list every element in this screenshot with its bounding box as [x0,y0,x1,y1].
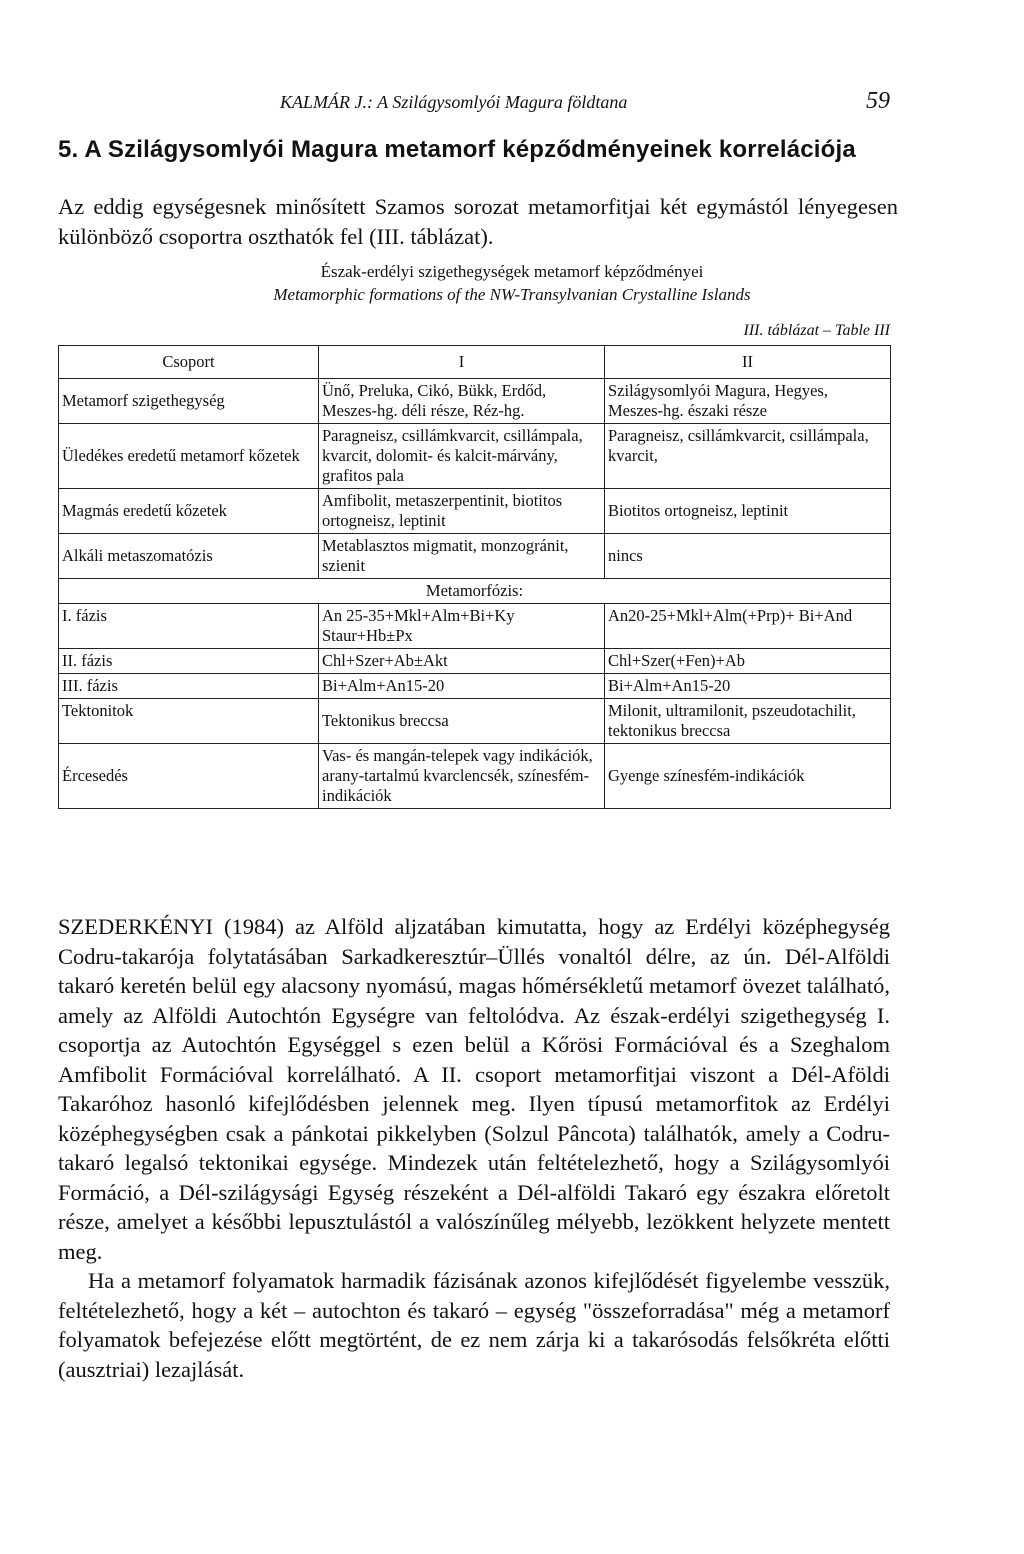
author-name: SZEDERKÉNYI [58,914,213,939]
table-cell: Üledékes eredetű metamorf kőzetek [59,424,319,489]
table-cell: Ércesedés [59,744,319,809]
table-cell: Ünő, Preluka, Cikó, Bükk, Erdőd, Meszes-hg. déli része, Réz-hg. [319,379,605,424]
table-cell: nincs [605,534,891,579]
paragraph-text: (1984) az Alföld aljzatában kimutatta, hogy az Erdélyi középhegység Codru-takarója folytatásában Sarkadkeresztúr–Üllés vonaltól délre, az ún. Dél-Alföldi takaró keretén belül egy alacsony nyomású, magas hőmérsékletű metamorf övezet található, amely az Alföldi Autochtón Egységre van feltolódva. Az észak-erdélyi szigethegység I. csoportja az Autochtón Egységgel s ezen belül a Kőrösi Formációval és a Szeghalom Amfibolit Formációval korrelálható. A II. csoport metamorfitjai viszont a Dél-Aföldi Takaróhoz hasonló kifejlődésben jelennek meg. Ilyen típusú metamorfitok az Erdélyi középhegységben csak a pánkotai pikkelyben (Solzul Pâncota) találhatók, amely a Codru-takaró legalsó tektonikai egysége. Mindezek után feltételezhető, hogy a Szilágysomlyói Formáció, a Dél-szilágysági Egység részeként a Dél-alföldi Takaró egy északra előretolt része, amelyet a későbbi lepusztulástól a valószínűleg mélyebb, lezökkent helyzete mentett meg. [58,914,891,1264]
running-header: KALMÁR J.: A Szilágysomlyói Magura földtana [280,92,628,112]
table-cell: Bi+Alm+An15-20 [319,674,605,699]
header-cell: II [605,346,891,379]
table-header-row [59,346,891,379]
table-cell: Amfibolit, metaszerpentinit, biotitos ortogneisz, leptinit [319,489,605,534]
table-cell: An 25-35+Mkl+Alm+Bi+Ky Staur+Hb±Px [319,604,605,649]
table-cell: Paragneisz, csillámkvarcit, csillámpala, kvarcit, [605,424,891,489]
table-cell: III. fázis [59,674,319,699]
paragraph [58,912,890,1266]
table-cell: Metablasztos migmatit, monzogránit, szienit [319,534,605,579]
header-cell: Csoport [59,346,319,379]
table-row [59,534,891,579]
table-title-en: Metamorphic formations of the NW-Transylvanian Crystalline Islands [273,285,751,304]
table-row [59,744,891,809]
table-cell: An20-25+Mkl+Alm(+Prp)+ Bi+And [605,604,891,649]
table-cell: I. fázis [59,604,319,649]
table-cell: Chl+Szer(+Fen)+Ab [605,649,891,674]
table-cell: Paragneisz, csillámkvarcit, csillámpala, kvarcit, dolomit- és kalcit-márvány, grafitos pala [319,424,605,489]
header-cell: I [319,346,605,379]
table-title-hu: Észak-erdélyi szigethegységek metamorf képződményei [320,262,704,281]
body-text [58,912,890,1384]
table-cell: Bi+Alm+An15-20 [605,674,891,699]
table-row [59,674,891,699]
correlation-table [58,345,891,809]
table-cell: Milonit, ultramilonit, pszeudotachilit, tektonikus breccsa [605,699,891,744]
metamorphosis-label: Metamorfózis: [59,579,891,604]
paragraph: Ha a metamorf folyamatok harmadik fázisának azonos kifejlődését figyelembe vesszük, feltételezhető, hogy a két – autochton és takaró – egység "összeforradása" még a metamorf folyamatok befejezése előtt megtörtént, de ez nem zárja ki a takarósodás felsőkréta előtti (ausztriai) lezajlását. [58,1268,890,1382]
table-row [59,424,891,489]
table-row [59,699,891,744]
table-cell: Biotitos ortogneisz, leptinit [605,489,891,534]
table-cell: Chl+Szer+Ab±Akt [319,649,605,674]
table-row [59,379,891,424]
table-cell: II. fázis [59,649,319,674]
table-cell: Alkáli metaszomatózis [59,534,319,579]
table-cell: Magmás eredetű kőzetek [59,489,319,534]
table-cell: Tektonitok [59,699,319,744]
table-row [59,604,891,649]
table-label: III. táblázat – Table III [743,322,890,339]
table-cell: Vas- és mangán-telepek vagy indikációk, arany-tartalmú kvarclencsék, színesfém-indikációk [319,744,605,809]
table-row [59,649,891,674]
table-cell: Szilágysomlyói Magura, Hegyes, Meszes-hg. északi része [605,379,891,424]
table-cell: Gyenge színesfém-indikációk [605,744,891,809]
table-row [59,489,891,534]
section-title: 5. A Szilágysomlyói Magura metamorf képződményeinek korrelációja [58,136,856,163]
intro-paragraph: Az eddig egységesnek minősített Szamos sorozat metamorfitjai két egymástól lényegesen különböző csoportra oszthatók fel (III. táblázat). [58,194,898,249]
metamorphosis-row [59,579,891,604]
table-cell: Tektonikus breccsa [319,699,605,744]
table-cell: Metamorf szigethegység [59,379,319,424]
page-number: 59 [866,88,890,114]
